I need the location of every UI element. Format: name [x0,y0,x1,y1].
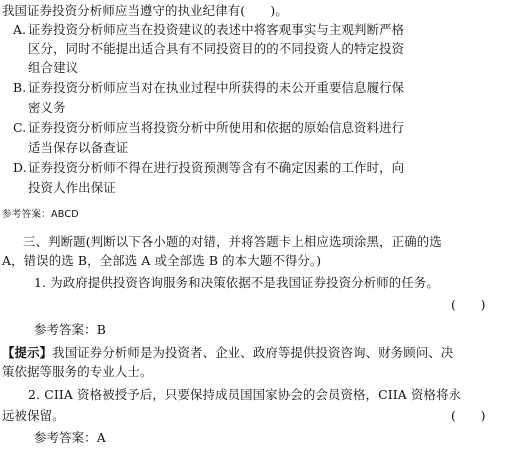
q2-tip-line1 [2,345,453,361]
q1-option-a-label: A. [13,22,27,37]
q2-answer: 参考答案：B [34,322,106,337]
q1-option-d-line1 [13,160,404,176]
section3-heading-line2: A，错误的选 B，全部选 A 或全部选 B 的本大题不得分。) [2,253,322,268]
q1-option-c-line2: 适当保存以备查证 [28,140,129,155]
q1-option-c-text: 证券投资分析师应当将投资分析中所使用和依据的原始信息资料进行 [28,120,405,135]
q1-option-c-line1 [13,120,404,136]
q1-option-d-line2: 投资人作出保证 [28,180,116,195]
q3-answer: 参考答案：A [34,430,106,445]
q1-option-a-line1 [13,22,404,38]
q1-option-c-label: C. [13,120,27,135]
q3-stem-line1: 2. CIIA 资格被授予后，只要保持成员国国家协会的会员资格，CIIA 资格将永 [28,387,462,402]
q2-answer-bracket: ( ) [451,297,486,312]
q1-answer: 参考答案：ABCD [2,209,79,220]
section3-heading-line1: 三、判断题(判断以下各小题的对错，并将答题卡上相应选项涂黑，正确的选 [23,234,442,249]
q1-option-a-line3: 组合建议 [28,60,79,75]
q1-option-b-text: 证券投资分析师应当对在执业过程中所获得的未公开重要信息履行保 [28,80,405,95]
q2-tip-tag: 【提示】 [2,345,53,360]
q1-option-d-text: 证券投资分析师不得在进行投资预测等含有不确定因素的工作时，向 [28,160,405,175]
q1-option-b-line1 [13,80,404,96]
q1-option-b-line2: 密义务 [28,100,66,115]
q1-stem: 我国证券投资分析师应当遵守的执业纪律有( )。 [2,3,288,18]
q2-tip-line2: 策依据等服务的专业人士。 [2,364,153,379]
q1-option-a-line2: 区分，同时不能提出适合具有不同投资目的的不同投资人的特定投资 [28,41,405,56]
q2-tip-text: 我国证券分析师是为投资者、企业、政府等提供投资咨询、财务顾问、决 [52,345,454,360]
q1-option-d-label: D. [13,160,27,175]
q1-option-b-label: B. [13,80,27,95]
q1-option-a-text: 证券投资分析师应当在投资建议的表述中将客观事实与主观判断严格 [28,22,405,37]
q2-stem: 1. 为政府提供投资咨询服务和决策依据不是我国证券投资分析师的任务。 [34,275,439,290]
q3-stem-line2: 远被保留。 [2,408,65,423]
q3-answer-bracket: ( ) [451,408,486,423]
